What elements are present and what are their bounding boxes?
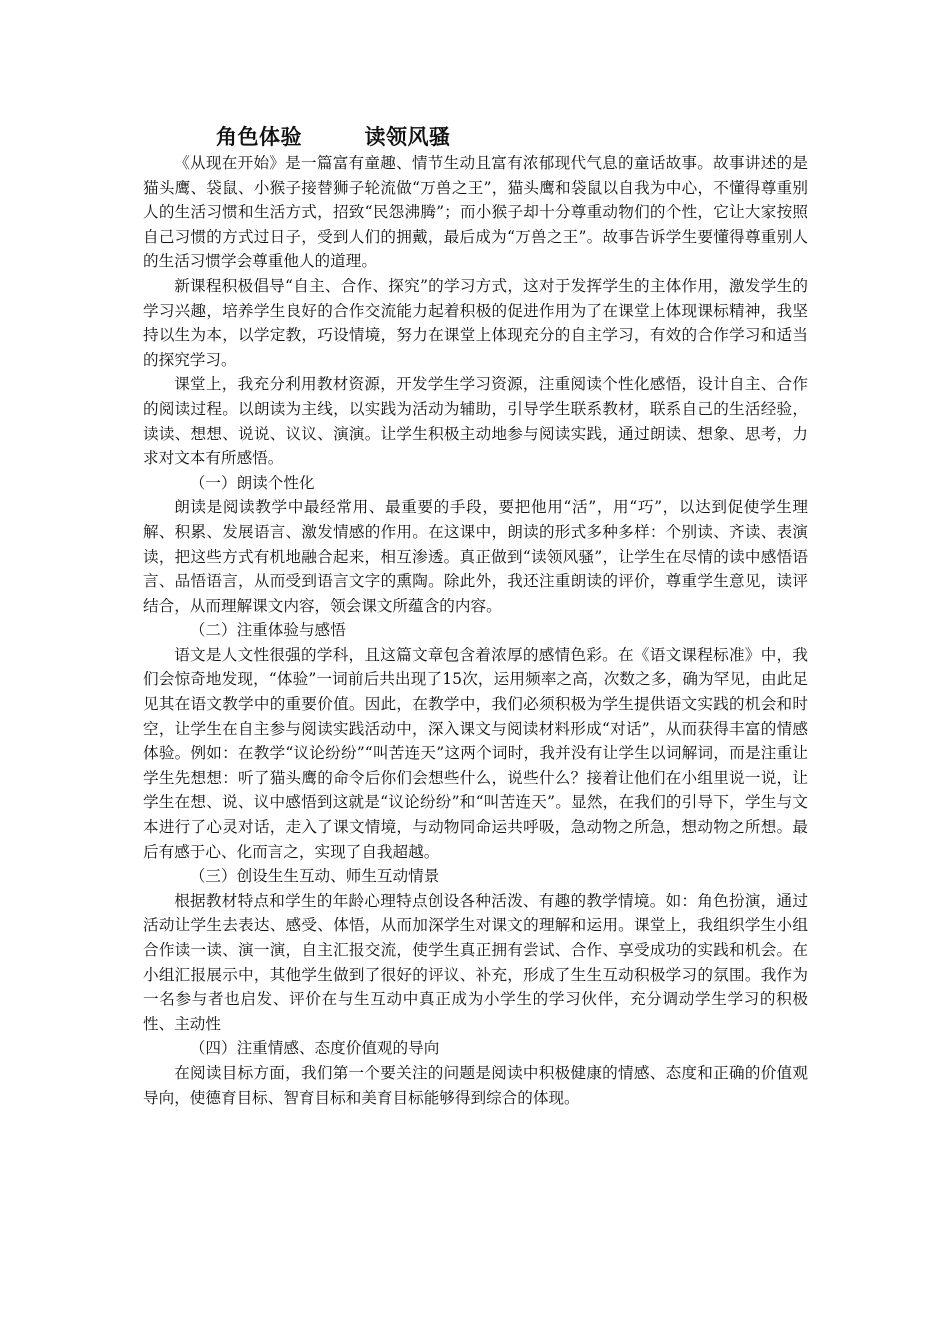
paragraph-intro: 《从现在开始》是一篇富有童趣、情节生动且富有浓郁现代气息的童话故事。故事讲述的是猫头鹰、袋鼠、小猴子接替狮子轮流做“万兽之王”，猫头鹰和袋鼠以自我为中心，不懂得尊重别人的生活习惯和生活方式，招致“民怨沸腾”；而小猴子却十分尊重动物们的个性，它让大家按照自己习惯的方式过日子，受到人们的拥戴，最后成为“万兽之王”。故事告诉学生要懂得尊重别人的生活习惯学会尊重他人的道理。 (143, 154, 808, 271)
paragraph-learning-method: 新课程积极倡导“自主、合作、探究”的学习方式，这对于发挥学生的主体作用，激发学生的学习兴趣，培养学生良好的合作交流能力起着积极的促进作用为了在课堂上体现课标精神，我坚持以生为本，以学定教，巧设情境，努力在课堂上体现充分的自主学习，有效的合作学习和适当的探究学习。 (143, 276, 808, 369)
document-title (216, 122, 451, 152)
section-heading-1: （一）朗读个性化 (189, 473, 315, 492)
section-heading-4: （四）注重情感、态度价值观的导向 (189, 1039, 440, 1058)
section-heading-2: （二）注重体验与感悟 (189, 621, 346, 640)
paragraph-experience: 语文是人文性很强的学科，且这篇文章包含着浓厚的感情色彩。在《语文课程标准》中，我们会惊奇地发现，“体验”一词前后共出现了15次，运用频率之高，次数之多，确为罕见，由此足见其在语文教学中的重要价值。因此，在教学中，我们必须积极为学生提供语文实践的机会和时空，让学生在自主参与阅读实践活动中，深入课文与阅读材料形成“对话”，从而获得丰富的情感体验。例如：在教学“议论纷纷”“叫苦连天”这两个词时，我并没有让学生以词解词，而是注重让学生先想想：听了猫头鹰的命令后你们会想些什么，说些什么？接着让他们在小组里说一说，让学生在想、说、议中感悟到这就是“议论纷纷”和“叫苦连天”。显然，在我们的引导下，学生与文本进行了心灵对话，走入了课文情境，与动物同命运共呼吸，急动物之所急，想动物之所想。最后有感于心、化而言之，实现了自我超越。 (143, 645, 808, 861)
paragraph-interaction: 根据教材特点和学生的年龄心理特点创设各种活泼、有趣的教学情境。如：角色扮演，通过活动让学生去表达、感受、体悟，从而加深学生对课文的理解和运用。课堂上，我组织学生小组合作读一读、演一演，自主汇报交流，使学生真正拥有尝试、合作、享受成功的实践和机会。在小组汇报展示中，其他学生做到了很好的评议、补充，形成了生生互动积极学习的氛围。我作为一名参与者也启发、评价在与生互动中真正成为小学生的学习伙伴，充分调动学生学习的积极性、主动性 (143, 891, 808, 1033)
title-part-1: 角色体验 (216, 125, 302, 149)
paragraph-classroom: 课堂上，我充分利用教材资源，开发学生学习资源，注重阅读个性化感悟，设计自主、合作的阅读过程。以朗读为主线，以实践为活动为辅助，引导学生联系教材，联系自己的生活经验，读读、想想、说说、议议、演演。让学生积极主动地参与阅读实践，通过朗读、想象、思考，力求对文本有所感悟。 (143, 375, 808, 468)
title-part-2: 读领风骚 (364, 125, 451, 149)
paragraph-values: 在阅读目标方面，我们第一个要关注的问题是阅读中积极健康的情感、态度和正确的价值观导向，使德育目标、智育目标和美育目标能够得到综合的体现。 (143, 1063, 808, 1107)
paragraph-reading: 朗读是阅读教学中最经常用、最重要的手段，要把他用“活”，用“巧”，以达到促使学生理解、积累、发展语言、激发情感的作用。在这课中，朗读的形式多种多样：个别读、齐读、表演读，把这些方式有机地融合起来，相互渗透。真正做到“读领风骚”，让学生在尽情的读中感悟语言、品悟语言，从而受到语言文字的熏陶。除此外，我还注重朗读的评价，尊重学生意见，读评结合，从而理解课文内容，领会课文所蕴含的内容。 (143, 498, 808, 615)
section-heading-3: （三）创设生生互动、师生互动情景 (189, 867, 440, 886)
document-body (143, 151, 808, 1110)
